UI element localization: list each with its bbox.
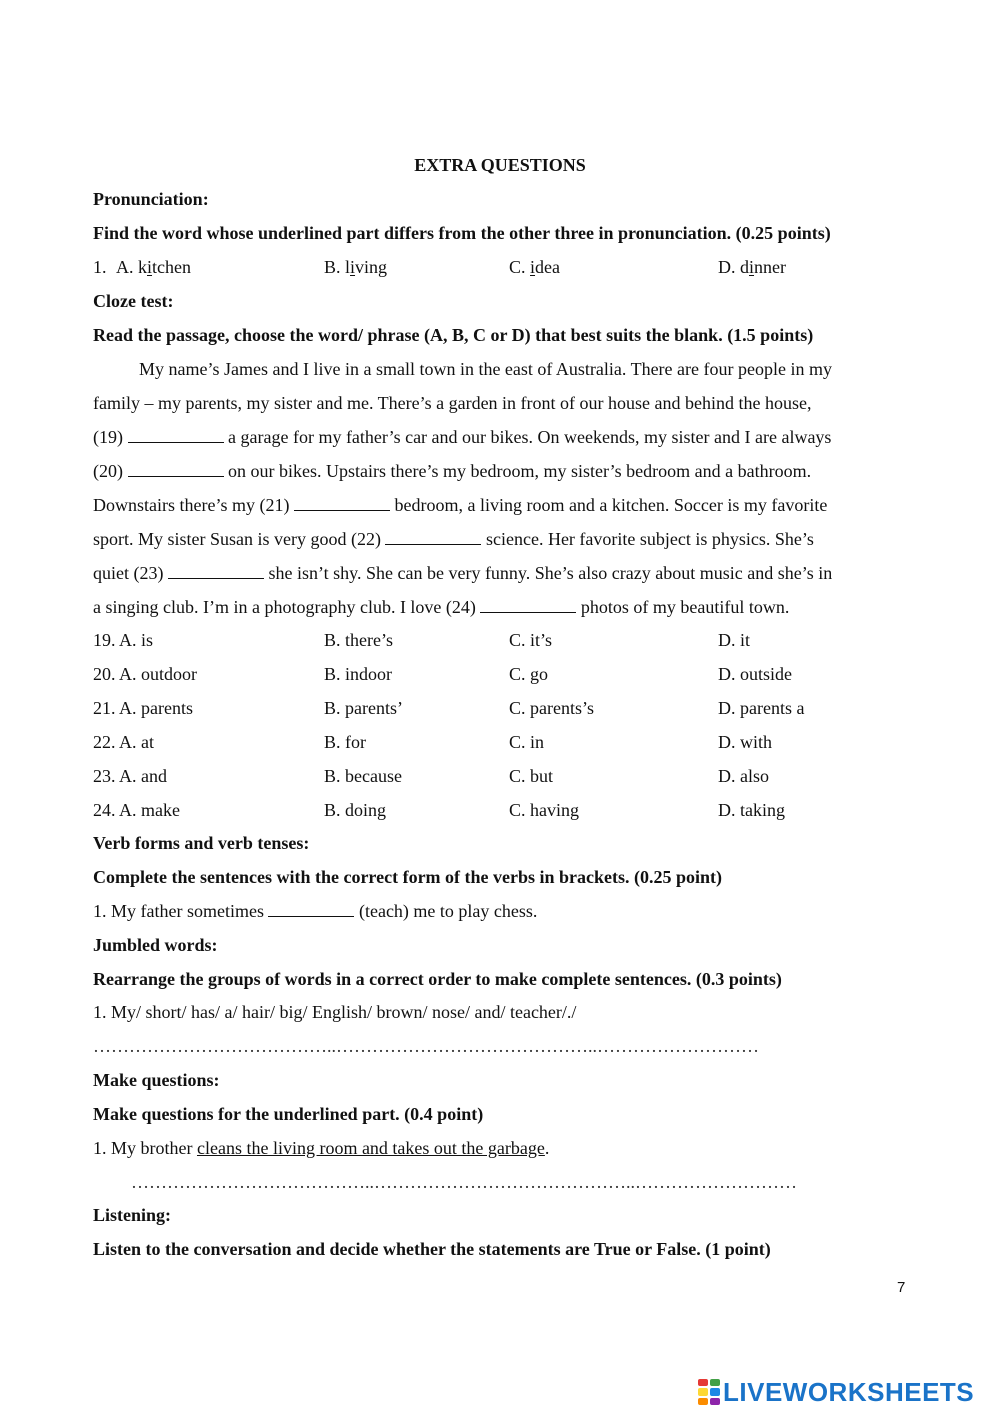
- logo-block: [698, 1388, 708, 1395]
- logo-block: [710, 1388, 720, 1395]
- option-a[interactable]: 23. A. and: [93, 766, 167, 786]
- option-d[interactable]: D. it: [718, 630, 751, 650]
- blank-22[interactable]: [385, 528, 481, 545]
- option-b[interactable]: B. for: [324, 732, 366, 752]
- pron-q1-option-a[interactable]: A. kitchen: [116, 257, 191, 277]
- passage-line: quiet (23) she isn’t shy. She can be very funny. She’s also crazy about music and she’s in: [93, 563, 833, 583]
- passage-line: sport. My sister Susan is very good (22) science. Her favorite subject is physics. She’s: [93, 529, 814, 549]
- logo-block: [710, 1398, 720, 1405]
- passage-line: My name’s James and I live in a small town in the east of Australia. There are four people in my: [139, 359, 832, 379]
- blank-19[interactable]: [128, 426, 224, 443]
- passage-line: family – my parents, my sister and me. There’s a garden in front of our house and behind the house,: [93, 393, 812, 413]
- option-c[interactable]: C. having: [509, 800, 579, 820]
- blank-20[interactable]: [128, 460, 224, 477]
- pron-q1-option-c[interactable]: C. idea: [509, 257, 561, 277]
- option-c[interactable]: C. go: [509, 664, 549, 684]
- liveworksheets-logo[interactable]: [698, 1376, 974, 1408]
- questions-instruction: Make questions for the underlined part. (0.4 point): [93, 1104, 484, 1124]
- option-a[interactable]: 19. A. is: [93, 630, 154, 650]
- passage-line: Downstairs there’s my (21) bedroom, a living room and a kitchen. Soccer is my favorite: [93, 495, 828, 515]
- option-b[interactable]: B. doing: [324, 800, 387, 820]
- logo-text: LIVEWORKSHEETS: [723, 1377, 975, 1407]
- option-d[interactable]: D. parents a: [718, 698, 805, 718]
- passage-line: (20) on our bikes. Upstairs there’s my bedroom, my sister’s bedroom and a bathroom.: [93, 461, 812, 481]
- jumbled-heading: Jumbled words:: [93, 935, 218, 955]
- questions-heading: Make questions:: [93, 1070, 220, 1090]
- page-number: 7: [897, 1279, 906, 1296]
- jumbled-instruction: Rearrange the groups of words in a correct order to make complete sentences. (0.3 points): [93, 969, 782, 989]
- verbs-instruction: Complete the sentences with the correct form of the verbs in brackets. (0.25 point): [93, 867, 723, 887]
- option-d[interactable]: D. also: [718, 766, 769, 786]
- pronunciation-instruction: Find the word whose underlined part differs from the other three in pronunciation. (0.25 points): [93, 223, 831, 243]
- option-c[interactable]: C. parents’s: [509, 698, 594, 718]
- cloze-instruction: Read the passage, choose the word/ phrase (A, B, C or D) that best suits the blank. (1.5 points): [93, 325, 814, 345]
- option-a[interactable]: 20. A. outdoor: [93, 664, 198, 684]
- option-a[interactable]: 24. A. make: [93, 800, 180, 820]
- verbs-q1: 1. My father sometimes (teach) me to play chess.: [93, 901, 538, 921]
- blank-24[interactable]: [480, 596, 576, 613]
- passage-line: a singing club. I’m in a photography club. I love (24) photos of my beautiful town.: [93, 597, 790, 617]
- option-b[interactable]: B. indoor: [324, 664, 393, 684]
- option-c[interactable]: C. but: [509, 766, 554, 786]
- listening-heading: Listening:: [93, 1205, 172, 1225]
- option-d[interactable]: D. with: [718, 732, 772, 752]
- questions-answer-line[interactable]: …………………………………..……………………………………..………………………: [131, 1172, 797, 1192]
- questions-q1: 1. My brother cleans the living room and takes out the garbage.: [93, 1138, 550, 1158]
- pron-q1-option-b[interactable]: B. living: [324, 257, 388, 277]
- verb-blank-input[interactable]: [268, 900, 354, 917]
- page-title: EXTRA QUESTIONS: [414, 155, 586, 175]
- pronunciation-heading: Pronunciation:: [93, 189, 209, 209]
- option-d[interactable]: D. outside: [718, 664, 792, 684]
- logo-block: [710, 1379, 720, 1386]
- jumbled-q1: 1. My/ short/ has/ a/ hair/ big/ English/ brown/ nose/ and/ teacher/./: [93, 1002, 577, 1022]
- option-b[interactable]: B. there’s: [324, 630, 393, 650]
- pron-q1-number: 1.: [93, 257, 107, 277]
- option-c[interactable]: C. it’s: [509, 630, 553, 650]
- passage-line: (19) a garage for my father’s car and our bikes. On weekends, my sister and I are always: [93, 427, 832, 447]
- cloze-heading: Cloze test:: [93, 291, 174, 311]
- listening-instruction: Listen to the conversation and decide whether the statements are True or False. (1 point): [93, 1239, 771, 1259]
- option-a[interactable]: 21. A. parents: [93, 698, 193, 718]
- option-b[interactable]: B. parents’: [324, 698, 403, 718]
- option-c[interactable]: C. in: [509, 732, 545, 752]
- verbs-heading: Verb forms and verb tenses:: [93, 833, 310, 853]
- logo-block: [698, 1398, 708, 1405]
- blank-21[interactable]: [294, 494, 390, 511]
- pron-q1-option-d[interactable]: D. dinner: [718, 257, 786, 277]
- jumbled-answer-line[interactable]: …………………………………..……………………………………..………………………: [93, 1036, 759, 1056]
- blank-23[interactable]: [168, 562, 264, 579]
- option-a[interactable]: 22. A. at: [93, 732, 154, 752]
- option-b[interactable]: B. because: [324, 766, 402, 786]
- option-d[interactable]: D. taking: [718, 800, 785, 820]
- logo-block: [698, 1379, 708, 1386]
- logo-blocks-icon: [698, 1379, 720, 1405]
